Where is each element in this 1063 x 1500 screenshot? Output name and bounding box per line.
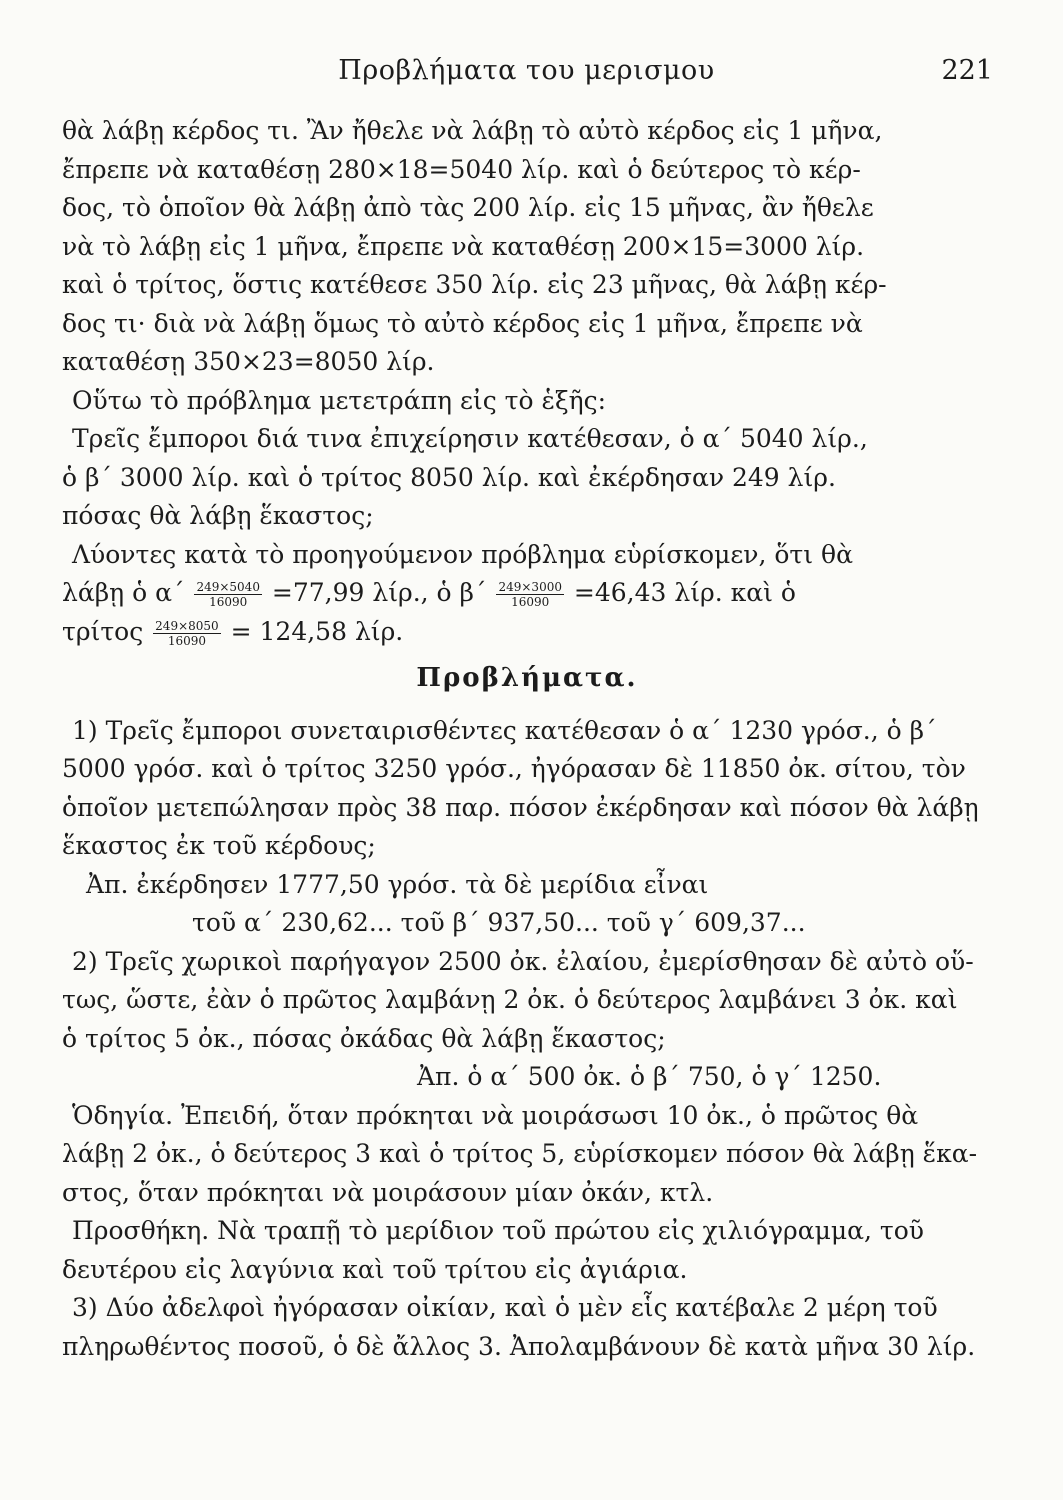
problem-1 [62, 712, 992, 943]
text-line: Ὁδηγία. Ἐπειδή, ὅταν πρόκηται νὰ μοιράσωσι 10 ὀκ., ὁ πρῶτος θὰ [72, 1100, 919, 1130]
paragraph-restated-problem [62, 420, 992, 536]
text-line: ὁποῖον μετεπώλησαν πρὸς 38 παρ. πόσον ἐκέρδησαν καὶ πόσον θὰ λάβῃ [62, 792, 979, 822]
text-line: τως, ὥστε, ἐὰν ὁ πρῶτος λαμβάνῃ 2 ὀκ. ὁ δεύτερος λαμβάνει 3 ὀκ. καὶ [62, 985, 958, 1014]
text-line: δος, τὸ ὁποῖον θὰ λάβῃ ἀπὸ τὰς 200 λίρ. εἰς 15 μῆνας, ἂν ἤθελε [62, 193, 874, 222]
text-line-with-fraction [62, 613, 992, 652]
problem-2 [62, 943, 992, 1097]
page-body [62, 112, 992, 1366]
page-number: 221 [941, 55, 993, 86]
running-title: Προβλήματα του μερισμου [338, 55, 715, 86]
fraction-denominator: 16090 [511, 595, 550, 609]
problem-3 [62, 1289, 992, 1366]
paragraph-transform: Οὕτω τὸ πρόβλημα μετετράπη εἰς τὸ ἑξῆς: [72, 385, 607, 415]
text-line: ἕκαστος ἐκ τοῦ κέρδους; [62, 831, 376, 860]
text-line: 2) Τρεῖς χωρικοὶ παρήγαγον 2500 ὀκ. ἐλαίου, ἐμερίσθησαν δὲ αὐτὸ οὕ- [72, 946, 974, 976]
hint-paragraph [62, 1097, 992, 1213]
text-line: πόσας θὰ λάβῃ ἕκαστος; [62, 501, 374, 530]
text-line: ὁ τρίτος 5 ὀκ., πόσας ὀκάδας θὰ λάβῃ ἕκαστος; [62, 1023, 666, 1053]
text-line: 1) Τρεῖς ἔμποροι συνεταιρισθέντες κατέθεσαν ὁ α΄ 1230 γρόσ., ὁ β΄ [72, 715, 937, 745]
answer-line: Ἀπ. ὁ α΄ 500 ὀκ. ὁ β΄ 750, ὁ γ΄ 1250. [417, 1062, 882, 1091]
fraction-denominator: 16090 [209, 595, 248, 609]
text-line: Λύοντες κατὰ τὸ προηγούμενον πρόβλημα εὑρίσκομεν, ὅτι θὰ [72, 539, 853, 569]
text-line: θὰ λάβῃ κέρδος τι. Ἂν ἤθελε νὰ λάβῃ τὸ αὐτὸ κέρδος εἰς 1 μῆνα, [62, 116, 883, 145]
fraction-numerator: 249×8050 [155, 618, 219, 633]
text-line: Προσθήκη. Νὰ τραπῇ τὸ μερίδιον τοῦ πρώτου εἰς χιλιόγραμμα, τοῦ [72, 1216, 924, 1245]
text-line: στος, ὅταν πρόκηται νὰ μοιράσουν μίαν ὀκάν, κτλ. [62, 1177, 714, 1207]
text-line: Τρεῖς ἔμποροι διά τινα ἐπιχείρησιν κατέθεσαν, ὁ α΄ 5040 λίρ., [72, 424, 868, 453]
answer-line: τοῦ α΄ 230,62... τοῦ β΄ 937,50... τοῦ γ΄ 609,37... [192, 908, 806, 937]
text-line: καταθέσῃ 350×23=8050 λίρ. [62, 347, 435, 376]
paragraph-solution [62, 536, 992, 652]
answer-line: Ἀπ. ἐκέρδησεν 1777,50 γρόσ. τὰ δὲ μερίδια εἶναι [86, 869, 709, 899]
fraction-denominator: 16090 [167, 633, 207, 648]
text-line: πληρωθέντος ποσοῦ, ὁ δὲ ἄλλος 3. Ἀπολαμβάνουν δὲ κατὰ μῆνα 30 λίρ. [62, 1331, 976, 1361]
text-line: δος τι· διὰ νὰ λάβῃ ὅμως τὸ αὐτὸ κέρδος εἰς 1 μῆνα, ἔπρεπε νὰ [62, 308, 863, 338]
text-segment: = 124,58 λίρ. [230, 616, 404, 646]
addition-paragraph [62, 1212, 992, 1289]
fraction-numerator: 249×3000 [498, 580, 562, 594]
text-line: λάβῃ 2 ὀκ., ὁ δεύτερος 3 καὶ ὁ τρίτος 5, εὑρίσκομεν πόσον θὰ λάβῃ ἕκα- [62, 1139, 978, 1168]
text-line: ἔπρεπε νὰ καταθέσῃ 280×18=5040 λίρ. καὶ ὁ δεύτερος τὸ κέρ- [62, 154, 861, 184]
text-segment: τρίτος [62, 616, 144, 646]
text-line: 5000 γρόσ. καὶ ὁ τρίτος 3250 γρόσ., ἠγόρασαν δὲ 11850 ὀκ. σίτου, τὸν [62, 754, 966, 783]
fraction-third-share [153, 619, 221, 648]
text-line: 3) Δύο ἀδελφοὶ ἠγόρασαν οἰκίαν, καὶ ὁ μὲν εἷς κατέβαλε 2 μέρη τοῦ [72, 1293, 938, 1322]
text-line-with-fractions [62, 574, 992, 613]
text-segment: λάβῃ ὁ α΄ [62, 578, 185, 607]
paragraph-continuation [62, 112, 992, 382]
fraction-second-share [496, 580, 564, 609]
text-segment: =46,43 λίρ. καὶ ὁ [573, 578, 796, 607]
fraction-first-share [194, 580, 262, 609]
text-line: ὁ β΄ 3000 λίρ. καὶ ὁ τρίτος 8050 λίρ. καὶ ἐκέρδησαν 249 λίρ. [62, 462, 836, 492]
fraction-numerator: 249×5040 [196, 580, 260, 594]
text-line: καὶ ὁ τρίτος, ὅστις κατέθεσε 350 λίρ. εἰς 23 μῆνας, θὰ λάβῃ κέρ- [62, 270, 887, 299]
text-line: δευτέρου εἰς λαγύνια καὶ τοῦ τρίτου εἰς ἀγιάρια. [62, 1254, 688, 1284]
text-line: νὰ τὸ λάβῃ εἰς 1 μῆνα, ἔπρεπε νὰ καταθέσῃ 200×15=3000 λίρ. [62, 231, 865, 261]
page-header [60, 55, 993, 99]
text-segment: =77,99 λίρ., ὁ β΄ [271, 578, 487, 607]
section-title: Προβλήματα. [416, 663, 638, 693]
